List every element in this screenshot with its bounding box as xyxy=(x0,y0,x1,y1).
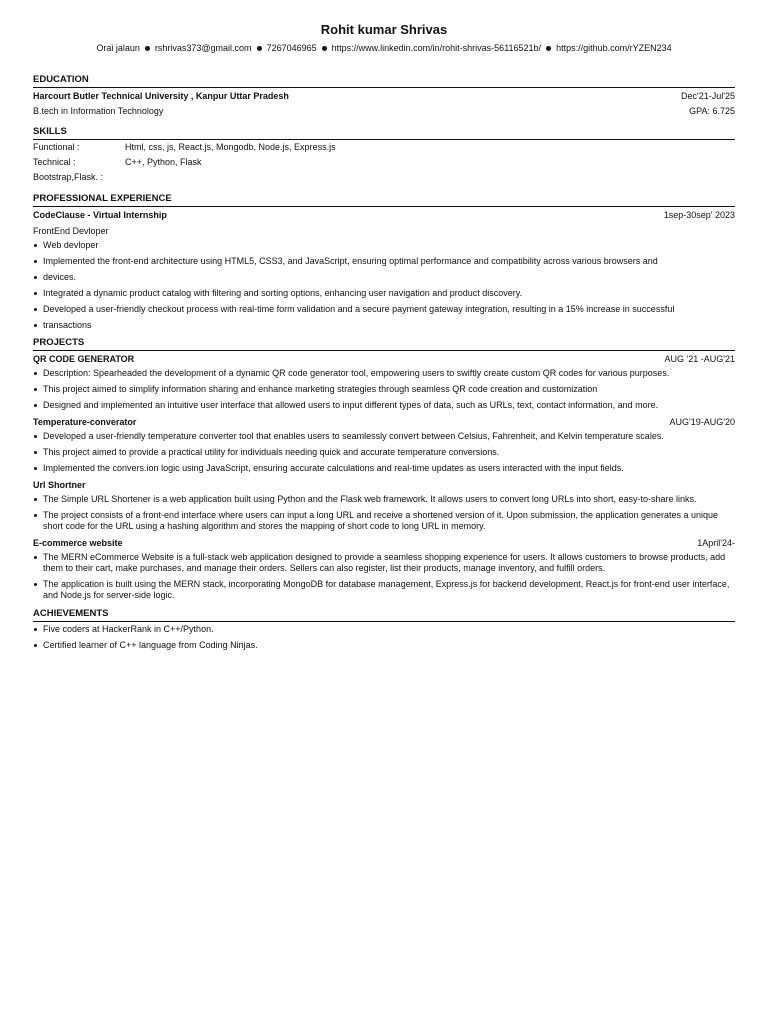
project-bullet: Designed and implemented an intuitive user interface that allowed users to input different types of data, such as URLs, text, contact information, and more. xyxy=(33,400,735,411)
project-bullet: The project consists of a front-end interface where users can input a long URL and receive a shortened version of it. Upon submission, the application generates a unique short code for the URL using a hashing algorithm and stores the mapping of short code to long URL in memory. xyxy=(33,510,735,532)
bullet-separator-icon xyxy=(546,46,551,51)
experience-bullet: Implemented the front-end architecture using HTML5, CSS3, and JavaScript, ensuring optimal performance and compatibility across various browsers and xyxy=(33,256,735,267)
skill-key: Bootstrap,Flask. : xyxy=(33,172,104,182)
project-header xyxy=(33,479,735,491)
bullet-separator-icon xyxy=(322,46,327,51)
bullet-separator-icon xyxy=(257,46,262,51)
experience-row xyxy=(33,209,735,221)
project-bullets xyxy=(33,552,735,601)
project-bullet: This project aimed to provide a practical utility for individuals needing quick and accurate temperature conversions. xyxy=(33,447,735,458)
project-dates: AUG'19-AUG'20 xyxy=(669,417,735,427)
project-dates: AUG '21 -AUG'21 xyxy=(664,354,735,364)
project-header xyxy=(33,353,735,365)
role-title: FrontEnd Devloper xyxy=(33,226,109,236)
education-row xyxy=(33,90,735,102)
project-title: QR CODE GENERATOR xyxy=(33,354,135,364)
experience-bullet: Web devloper xyxy=(33,240,735,251)
location-text: Orai jalaun xyxy=(96,43,140,53)
bullet-separator-icon xyxy=(145,46,150,51)
degree-text: B.tech in Information Technology xyxy=(33,106,164,116)
project-bullet: The MERN eCommerce Website is a full-stack web application designed to provide a seamless shopping experience for users. It allows customers to browse products, add them to their cart, make purchases, and manage their orders. Sellers can also register, list their products, manage inventory, and fulfill orders. xyxy=(33,552,735,574)
project-header xyxy=(33,416,735,428)
email-link[interactable]: rshrivas373@gmail.com xyxy=(154,43,252,53)
project-bullets xyxy=(33,368,735,411)
skill-row xyxy=(33,140,735,155)
skills-list xyxy=(33,140,735,185)
project-bullet: Implemented the convers.ion logic using JavaScript, ensuring accurate calculations and real-time updates as users interacted with the input fields. xyxy=(33,463,735,474)
experience-bullet: Developed a user-friendly checkout process with real-time form validation and a secure payment gateway integration, resulting in a 15% increase in successful xyxy=(33,304,735,315)
github-link[interactable]: https://github.com/rYZEN234 xyxy=(556,43,672,53)
degree-row xyxy=(33,105,735,117)
project-title: Temperature-converator xyxy=(33,417,137,427)
project-dates: 1April'24- xyxy=(697,538,735,548)
projects-list xyxy=(33,353,735,601)
project-bullet: Description: Spearheaded the development of a dynamic QR code generator tool, empowering users to swiftly create custom QR codes for various purposes. xyxy=(33,368,735,379)
candidate-name: Rohit kumar Shrivas xyxy=(320,22,448,37)
achievement-bullets xyxy=(33,624,735,651)
project-bullet: The Simple URL Shortener is a web application built using Python and the Flask web framework. It allows users to convert long URLs into short, easy-to-share links. xyxy=(33,494,735,505)
phone-text: 7267046965 xyxy=(266,43,317,53)
project-bullet: This project aimed to simplify information sharing and enhance marketing strategies through seamless QR code creation and customization xyxy=(33,384,735,395)
experience-bullet: transactions xyxy=(33,320,735,331)
skill-key: Technical : xyxy=(33,157,76,167)
skill-key: Functional : xyxy=(33,142,80,152)
experience-bullet: Integrated a dynamic product catalog with filtering and sorting options, enhancing user navigation and product discovery. xyxy=(33,288,735,299)
company-name: CodeClause - Virtual Internship xyxy=(33,210,167,220)
project-header xyxy=(33,537,735,549)
section-title-achievements: ACHIEVEMENTS xyxy=(33,608,735,622)
experience-dates: 1sep-30sep' 2023 xyxy=(663,210,735,220)
achievement-bullet: Certified learner of C++ language from Coding Ninjas. xyxy=(33,640,735,651)
skill-row xyxy=(33,155,735,170)
skill-value: C++, Python, Flask xyxy=(125,157,202,167)
project-bullet: Developed a user-friendly temperature converter tool that enables users to seamlessly convert between Celsius, Fahrenheit, and Kelvin temperature scales. xyxy=(33,431,735,442)
project-title: Url Shortner xyxy=(33,480,86,490)
education-dates: Dec'21-Jul'25 xyxy=(681,91,735,101)
section-title-skills: SKILLS xyxy=(33,126,735,140)
section-title-education: EDUCATION xyxy=(33,74,735,88)
project-bullets xyxy=(33,494,735,532)
section-title-experience: PROFESSIONAL EXPERIENCE xyxy=(33,193,735,207)
project-bullet: The application is built using the MERN stack, incorporating MongoDB for database management, Express.js for backend development, React.js for front-end user interface, and Node.js for server-side logic. xyxy=(33,579,735,601)
project-title: E-commerce website xyxy=(33,538,123,548)
experience-bullet: devices. xyxy=(33,272,735,283)
gpa-text: GPA: 6.725 xyxy=(689,106,735,116)
project-bullets xyxy=(33,431,735,474)
section-title-projects: PROJECTS xyxy=(33,337,735,351)
linkedin-link[interactable]: https://www.linkedin.com/in/rohit-shrivas-56116521b/ xyxy=(331,43,542,53)
skill-value: Html, css, js, React.js, Mongodb, Node.js, Express.js xyxy=(125,142,336,152)
experience-bullets xyxy=(33,240,735,331)
contact-line xyxy=(33,42,735,54)
achievement-bullet: Five coders at HackerRank in C++/Python. xyxy=(33,624,735,635)
school-name: Harcourt Butler Technical University , Kanpur Uttar Pradesh xyxy=(33,91,289,101)
skill-row xyxy=(33,170,735,185)
